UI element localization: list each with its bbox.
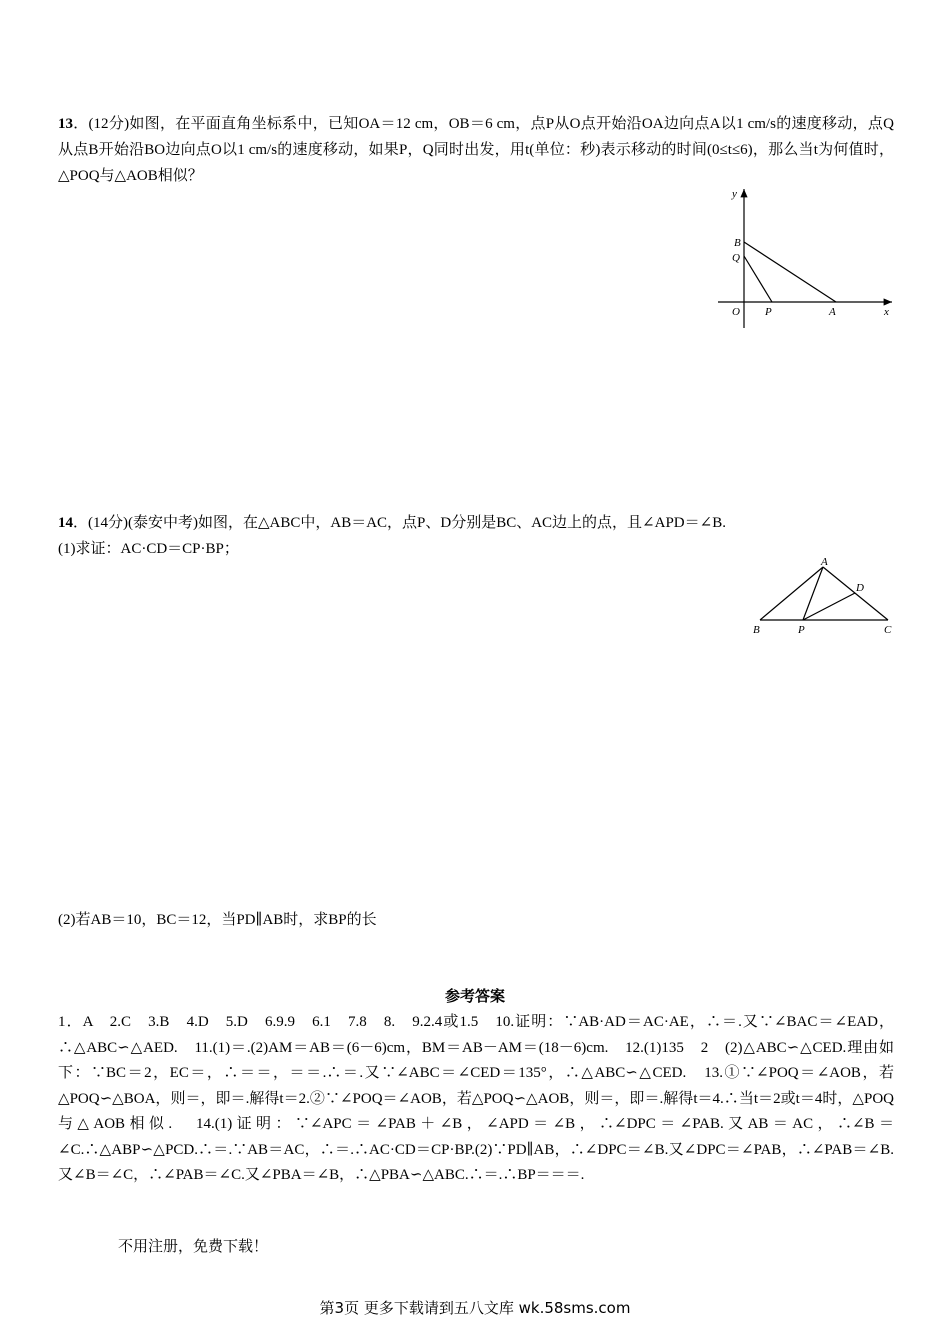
coordinate-figure [712,183,897,333]
page-footer: 第3页 更多下载请到五八文库 wk.58sms.com [319,1299,631,1317]
question-14-part1: (1)求证：AC·CD＝CP·BP； [58,541,239,557]
segment-pd [803,593,855,620]
question-13-number: 13 [58,116,73,132]
label-a: A [821,556,828,568]
promo-text: 不用注册，免费下载！ [118,1239,269,1255]
segment-ba [744,242,836,302]
label-b: B [734,237,741,249]
question-14-number: 14 [58,515,73,531]
label-p: P [798,624,805,636]
question-13 [58,111,894,189]
triangle-figure [745,555,905,640]
label-d: D [856,582,864,594]
answers-title: 参考答案 [444,989,505,1005]
label-b: B [753,624,760,636]
label-x: x [884,306,889,318]
label-a: A [829,306,836,318]
label-c: C [884,624,892,636]
label-q: Q [732,252,740,264]
label-y: y [732,188,737,200]
answers-text: 1．A 2.C 3.B 4.D 5.D 6.9.9 6.1 7.8 8. 9.2.4或1.5 10.证明：∵AB·AD＝AC·AE，∴＝.又∵∠BAC＝∠EAD，∴△ABC∽△AED. 11.(1)＝.(2)AM＝AB＝(6－6)cm，BM＝AB－AM＝(18－6)cm. 12.(1)135 2 (2)△ABC∽△CED.理由如下：∵BC＝2，EC＝，∴＝＝，＝＝.∴＝.又∵∠ABC＝∠CED＝135°，∴△ABC∽△CED. 13.①∵∠POQ＝∠AOB，若△POQ∽△BOA，则＝，即＝.解得t＝2.②∵∠POQ＝∠AOB，若△POQ∽△AOB，则＝，即＝.解得t＝4.∴当t＝2或t＝4时，△POQ与△AOB相似. 14.(1)证明：∵∠APC＝∠PAB＋∠B，∠APD＝∠B，∴∠DPC＝∠PAB.又AB＝AC，∴∠B＝∠C.∴△ABP∽△PCD.∴＝.∵AB＝AC，∴＝.∴AC·CD＝CP·BP.(2)∵PD∥AB，∴∠DPC＝∠B.又∠DPC＝∠PAB，∴∠PAB＝∠B.又∠B＝∠C，∴∠PAB＝∠C.又∠PBA＝∠B，∴△PBA∽△ABC.∴＝.∴BP＝＝＝. [58,1014,894,1183]
segment-qp [744,256,772,302]
label-p: P [765,306,772,318]
label-o: O [732,306,740,318]
question-14-text: ．(14分)(泰安中考)如图，在△ABC中，AB＝AC，点P、D分别是BC、AC边上的点，且∠APD＝∠B. [73,515,726,531]
question-13-text: ．(12分)如图，在平面直角坐标系中，已知OA＝12 cm，OB＝6 cm，点P从O点开始沿OA边向点A以1 cm/s的速度移动，点Q从点B开始沿BO边向点O以1 cm/s的速度移动，如果P，Q同时出发，用t(单位：秒)表示移动的时间(0≤t≤6)，那么当t为何值时，△POQ与△AOB相似？ [58,116,894,184]
question-14-part2: (2)若AB＝10，BC＝12，当PD∥AB时，求BP的长 [58,912,377,928]
